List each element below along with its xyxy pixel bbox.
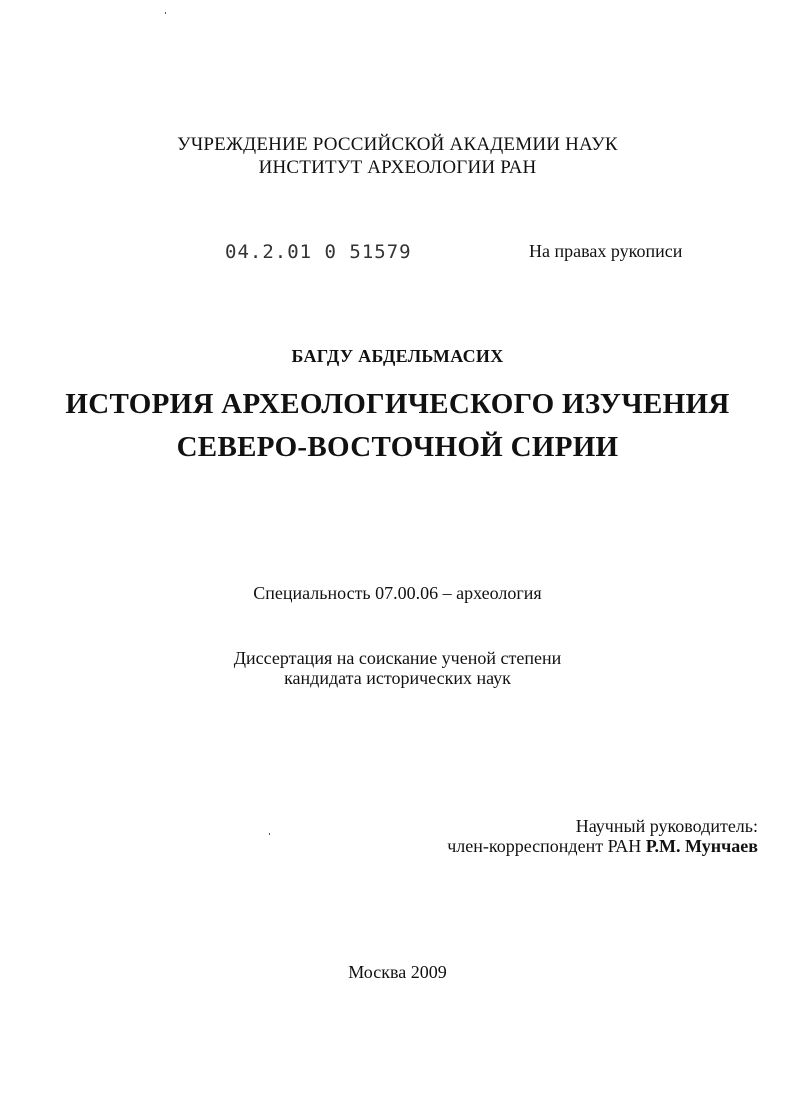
manuscript-rights-note: На правах рукописи — [529, 241, 683, 261]
supervisor-name: Р.М. Мунчаев — [645, 836, 758, 856]
dissertation-title-line2: СЕВЕРО-ВОСТОЧНОЙ СИРИИ — [176, 431, 619, 463]
supervisor-title: член-корреспондент РАН — [447, 836, 642, 856]
city-year: Москва 2009 — [348, 962, 447, 982]
archive-code-stamp: 04.2.01 0 51579 — [225, 241, 412, 263]
scan-speck — [165, 12, 166, 14]
dissertation-title-line1: ИСТОРИЯ АРХЕОЛОГИЧЕСКОГО ИЗУЧЕНИЯ — [65, 388, 730, 420]
supervisor-label: Научный руководитель: — [575, 816, 758, 836]
supervisor-line — [447, 836, 758, 857]
institute-name: ИНСТИТУТ АРХЕОЛОГИИ РАН — [258, 157, 537, 178]
scan-speck — [269, 833, 270, 835]
degree-line2: кандидата исторических наук — [284, 668, 511, 688]
degree-line1: Диссертация на соискание ученой степени — [233, 648, 562, 668]
institution-name: УЧРЕЖДЕНИЕ РОССИЙСКОЙ АКАДЕМИИ НАУК — [177, 134, 618, 155]
author-name: БАГДУ АБДЕЛЬМАСИХ — [291, 346, 504, 366]
specialty: Специальность 07.00.06 – археология — [253, 583, 542, 603]
